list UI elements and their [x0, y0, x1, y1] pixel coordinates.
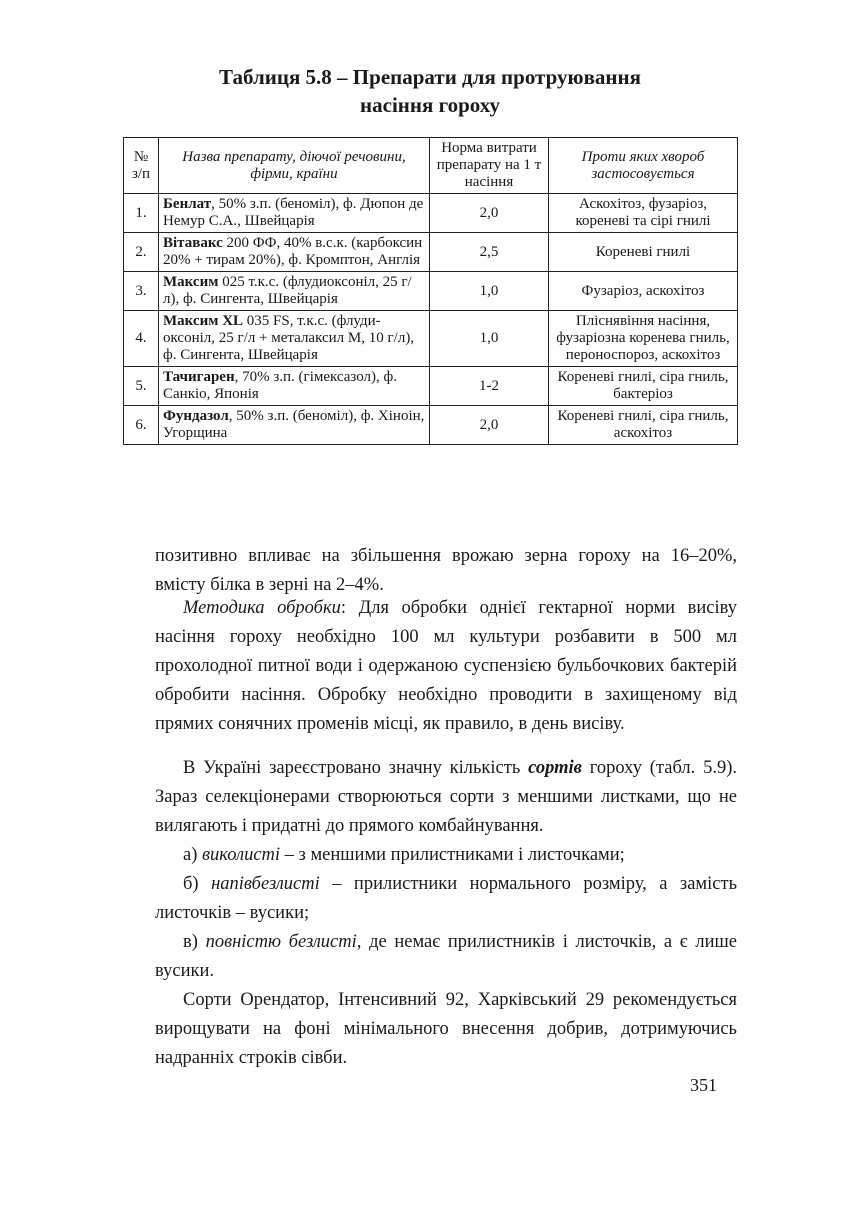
method-label: Методика обробки	[183, 598, 341, 618]
list-a-term: виколисті	[202, 845, 281, 865]
header-name: Назва препарату, діючої речовини, фірми, країни	[159, 138, 430, 194]
table-row	[124, 311, 738, 367]
list-item-b	[155, 870, 737, 928]
row-brand: Бенлат	[163, 196, 212, 212]
table-row	[124, 194, 738, 233]
row-num: 6.	[124, 406, 159, 445]
row-num: 4.	[124, 311, 159, 367]
row-name-rest: , 70% з.п. (гімексазол), ф. Санкіо, Японія	[163, 369, 398, 402]
row-norm: 2,5	[430, 233, 549, 272]
row-name	[159, 272, 430, 311]
list-a-text: – з меншими прилистниками і листочками;	[280, 845, 625, 865]
header-num: № з/п	[124, 138, 159, 194]
varieties-text-a: В Україні зареєстровано значну кількість	[183, 758, 529, 778]
list-c-term: повністю безлисті	[205, 932, 357, 952]
table-row	[124, 233, 738, 272]
row-name-rest: , 50% з.п. (беноміл), ф. Дюпон де Немур С.А., Швейцарія	[163, 196, 424, 229]
table-title-line2: насіння гороху	[360, 93, 500, 117]
row-norm: 1,0	[430, 311, 549, 367]
row-name	[159, 406, 430, 445]
row-name	[159, 233, 430, 272]
header-norm: Норма витрати препарату на 1 т насіння	[430, 138, 549, 194]
table-header-row	[124, 138, 738, 194]
row-num: 5.	[124, 367, 159, 406]
row-name	[159, 311, 430, 367]
row-num: 2.	[124, 233, 159, 272]
row-brand: Максим XL	[163, 313, 244, 329]
row-norm: 1-2	[430, 367, 549, 406]
row-diseases: Кореневі гнилі	[549, 233, 738, 272]
row-brand: Тачигарен	[163, 369, 235, 385]
list-c-marker: в)	[183, 932, 206, 952]
row-diseases: Кореневі гнилі, сіра гниль, бактеріоз	[549, 367, 738, 406]
page-number: 351	[690, 1075, 717, 1095]
row-name	[159, 194, 430, 233]
header-diseases: Проти яких хвороб застосовується	[549, 138, 738, 194]
row-diseases: Аскохітоз, фузаріоз, кореневі та сірі гнилі	[549, 194, 738, 233]
row-name-rest: 035 FS, т.к.с. (флуди-оксоніл, 25 г/л + металаксил М, 10 г/л), ф. Сингента, Швейцарія	[163, 313, 415, 363]
list-b-text: – прилистники нормального розміру, а замість листочків – вусики;	[155, 874, 738, 923]
paragraph-effect: позитивно впливає на збільшення врожаю зерна гороху на 16–20%, вмісту білка в зерні на 2–4%.	[155, 546, 737, 595]
list-item-a	[155, 841, 737, 870]
row-num: 3.	[124, 272, 159, 311]
row-brand: Вітавакс	[163, 235, 223, 251]
paragraph-method	[155, 594, 737, 739]
row-diseases: Пліснявіння насіння, фузаріозна коренева гниль, пероноспороз, аскохітоз	[549, 311, 738, 367]
preparations-table	[123, 137, 738, 445]
varieties-text-b: гороху (табл. 5.9). Зараз селекціонерами створюються сорти з меншими листками, що не вилягають і придатні до прямого комбайнування.	[155, 758, 737, 836]
row-name-rest: 200 ФФ, 40% в.с.к. (карбоксин 20% + тирам 20%), ф. Кромптон, Англія	[163, 235, 423, 268]
table-title-line1: Таблиця 5.8 – Препарати для протруювання	[219, 65, 641, 89]
table-row	[124, 367, 738, 406]
list-b-marker: б)	[183, 874, 212, 894]
list-b-term: напівбезлисті	[211, 874, 320, 894]
varieties-emphasis: сортів	[528, 758, 582, 778]
row-name-rest: , 50% з.п. (беноміл), ф. Хіноін, Угорщина	[163, 408, 425, 441]
list-item-c	[155, 928, 737, 986]
row-name	[159, 367, 430, 406]
row-norm: 2,0	[430, 406, 549, 445]
paragraph-varieties	[155, 754, 737, 841]
list-a-marker: а)	[183, 845, 202, 865]
row-name-rest: 025 т.к.с. (флудиоксоніл, 25 г/л), ф. Сингента, Швейцарія	[163, 274, 412, 307]
row-num: 1.	[124, 194, 159, 233]
paragraph-recommendation: Сорти Орендатор, Інтенсивний 92, Харківський 29 рекомендується вирощувати на фоні мінімального внесення добрив, дотримуючись надранніх строків сівби.	[155, 990, 737, 1068]
list-c-text: , де немає прилистників і листочків, а є лише вусики.	[155, 932, 737, 981]
row-norm: 2,0	[430, 194, 549, 233]
row-diseases: Фузаріоз, аскохітоз	[549, 272, 738, 311]
table-row	[124, 406, 738, 445]
row-brand: Фундазол	[163, 408, 229, 424]
row-norm: 1,0	[430, 272, 549, 311]
row-brand: Максим	[163, 274, 219, 290]
method-text: : Для обробки однієї гектарної норми висіву насіння гороху необхідно 100 мл культури розбавити в 500 мл прохолодної питної води і одержаною суспензією бульбочкових бактерій обробити насіння. Обробку необхідно проводити в захищеному від прямих сонячних променів місці, як правило, в день висіву.	[155, 598, 737, 734]
row-diseases: Кореневі гнилі, сіра гниль, аскохітоз	[549, 406, 738, 445]
table-row	[124, 272, 738, 311]
